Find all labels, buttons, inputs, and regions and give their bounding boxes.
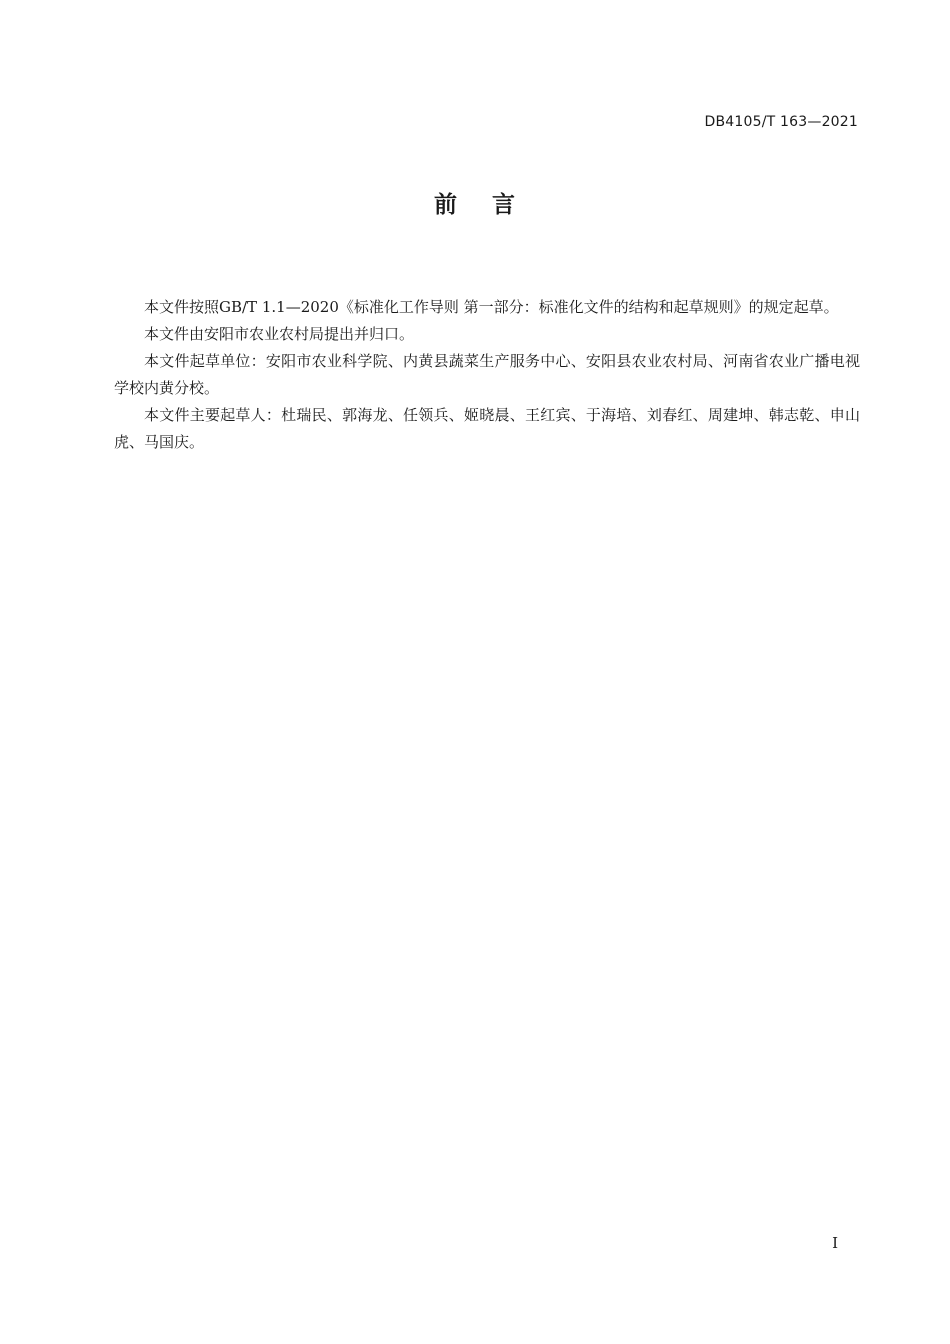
paragraph-drafting-rules: 本文件按照GB/T 1.1—2020《标准化工作导则 第一部分：标准化文件的结构和起草规则》的规定起草。	[144, 298, 839, 316]
paragraph-drafters: 本文件主要起草人：杜瑞民、郭海龙、任领兵、姬晓晨、王红宾、于海培、刘春红、周建坤、韩志乾、申山虎、马国庆。	[114, 406, 860, 451]
preface-body	[114, 294, 860, 456]
paragraph-drafting-units: 本文件起草单位：安阳市农业科学院、内黄县蔬菜生产服务中心、安阳县农业农村局、河南省农业广播电视学校内黄分校。	[114, 352, 860, 397]
page-number: I	[832, 1234, 838, 1252]
title-char-2: 言	[492, 192, 516, 218]
page-title	[0, 186, 950, 219]
paragraph-proposer: 本文件由安阳市农业农村局提出并归口。	[144, 325, 415, 343]
title-char-1: 前	[434, 192, 458, 218]
document-code: DB4105/T 163—2021	[704, 114, 858, 130]
